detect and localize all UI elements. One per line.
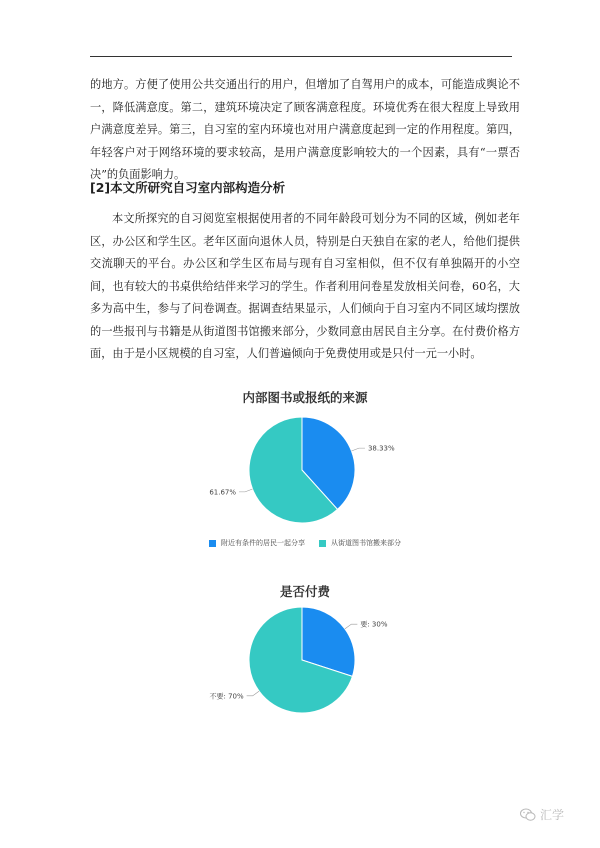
pie-chart-book-source xyxy=(180,388,430,558)
chart-title: 内部图书或报纸的来源 xyxy=(242,390,368,405)
slice-data-label: 61.67% xyxy=(209,488,237,497)
slice-data-label: 要: 30% xyxy=(360,620,388,629)
slice-data-label: 不要: 70% xyxy=(209,692,244,701)
chart-legend xyxy=(180,538,430,548)
label-leader-line xyxy=(345,624,357,629)
chart-title: 是否付费 xyxy=(279,584,330,599)
label-leader-line xyxy=(247,691,259,696)
label-leader-line xyxy=(239,489,252,492)
header-rule xyxy=(90,56,512,57)
legend-swatch xyxy=(319,540,326,547)
pie-plot xyxy=(180,408,430,533)
legend-label: 从街道图书馆搬来部分 xyxy=(331,539,401,547)
paragraph-continuation: 的地方。方便了使用公共交通出行的用户，但增加了自驾用户的成本，可能造成舆论不一，降低满意度。第二，建筑环境决定了顾客满意程度。环境优秀在很大程度上导致用户满意度差异。第三，自习室的室内环境也对用户满意度起到一定的作用程度。第四，年轻客户对于网络环境的要求较高，是用户满意度影响较大的一个因素，具有“一票否决”的负面影响力。 xyxy=(90,78,520,181)
watermark-text: 汇学 xyxy=(540,808,565,822)
slice-data-label: 38.33% xyxy=(367,444,395,453)
pie-chart-payment xyxy=(180,582,430,722)
legend-swatch xyxy=(209,540,216,547)
label-leader-line xyxy=(351,448,364,451)
legend-label: 附近有条件的居民一起分享 xyxy=(221,539,305,547)
legend-item xyxy=(209,538,305,548)
paragraph-body: 本文所探究的自习阅览室根据使用者的不同年龄段可划分为不同的区域，例如老年区，办公区和学生区。老年区面向退休人员，特别是白天独自在家的老人，给他们提供交流聊天的平台。办公区和学生区布局与现有自习室相似，但不仅有单独隔开的小空间，也有较大的书桌供给结伴来学习的学生。作者利用问卷星发放相关问卷，60名，大多为高中生，参与了问卷调查。据调查结果显示，人们倾向于自习室内不同区域均摆放的一些报刊与书籍是从街道图书馆搬来部分，少数同意由居民自主分享。在付费价格方面，由于是小区规模的自习室，人们普遍倾向于免费使用或是只付一元一小时。 xyxy=(90,212,520,360)
legend-item xyxy=(319,538,401,548)
pie-plot xyxy=(180,598,430,723)
watermark xyxy=(520,806,564,823)
wechat-icon xyxy=(520,808,536,822)
section-heading: [2]本文所研究自习室内部构造分析 xyxy=(90,180,286,195)
